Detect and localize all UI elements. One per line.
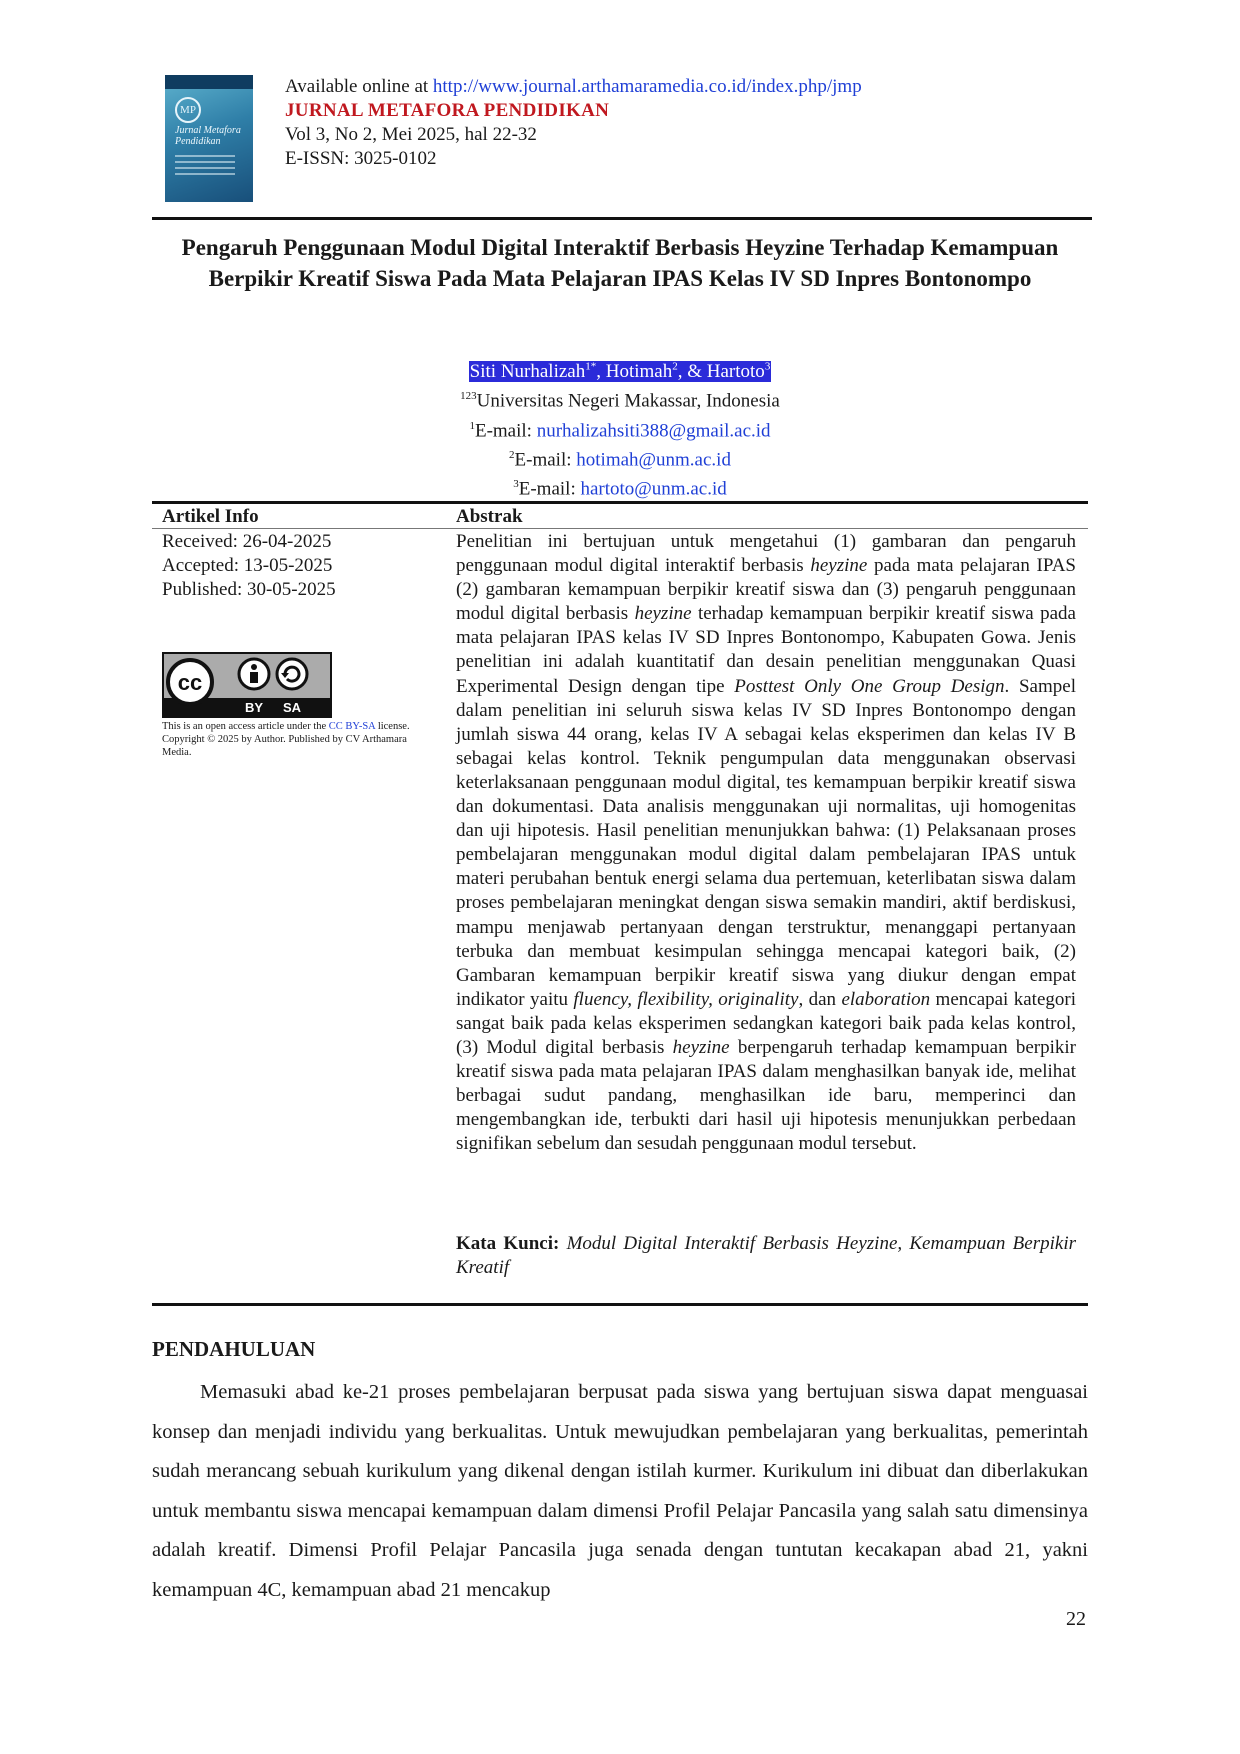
intro-paragraph: Memasuki abad ke-21 proses pembelajaran berpusat pada siswa yang bertujuan siswa dapat menguasai konsep dan menjadi individu yang berkualitas. Untuk mewujudkan pembelajaran yang berkualitas, pemerintah sudah merancang sebuah kurikulum yang dikenal dengan istilah kurmer. Kurikulum ini dibuat dan diberlakukan untuk membantu siswa mencapai kemampuan dalam dimensi Profil Pelajar Pancasila yang salah satu dimensinya adalah kreatif. Dimensi Profil Pelajar Pancasila juga senada dengan tuntutan kecakapan abad 21, yakni kemampuan 4C, kemampuan abad 21 mencakup [152, 1381, 1088, 1601]
license-link[interactable]: CC BY-SA [328, 721, 376, 732]
abstract-text [456, 530, 1076, 1156]
eissn: E-ISSN: 3025-0102 [285, 148, 437, 169]
availability-line [285, 75, 862, 99]
author-3: Hartoto [706, 361, 765, 383]
table-header-rule [152, 528, 1088, 529]
keywords-label: Kata Kunci: [456, 1233, 567, 1254]
abstract-italic-5: elaboration [841, 988, 931, 1010]
page-number: 22 [1066, 1608, 1086, 1630]
cover-top-band [165, 75, 253, 89]
journal-name: JURNAL METAFORA PENDIDIKAN [285, 100, 610, 121]
license-prefix: This is an open access article under the [162, 721, 329, 732]
journal-url-link[interactable]: http://www.journal.arthamaramedia.co.id/index.php/jmp [432, 76, 862, 97]
email-1-label: E-mail: [474, 419, 537, 441]
email-1-sup: 1 [469, 419, 475, 432]
affiliation [0, 384, 1240, 413]
license-suffix: license. Copyright © 2025 by Author. Published by CV Arthamara Media. [162, 721, 410, 758]
abstract-italic-6: heyzine [672, 1036, 730, 1058]
abstract-part-3: terhadap kemampuan berpikir kreatif siswa pada mata pelajaran IPAS kelas IV SD Inpres Bontonompo, Kabupaten Gowa. Jenis penelitian ini adalah kuantitatif dan desain penelitian menggunakan Quasi Experimental Design dengan tipe [456, 603, 1076, 697]
accepted-date: Accepted: 13-05-2025 [162, 555, 333, 576]
cc-by-label: BY [244, 700, 264, 715]
abstract-italic-2: heyzine [634, 603, 692, 625]
section-heading: PENDAHULUAN [152, 1337, 316, 1361]
author-sep-2: , & [677, 361, 707, 383]
affiliation-text: Universitas Negeri Makassar, Indonesia [476, 390, 780, 412]
availability-prefix: Available online at [285, 76, 433, 97]
author-2: Hotimah [605, 361, 673, 383]
abstract-italic-1: heyzine [810, 555, 868, 577]
abstract-part-6: mencapai kategori sangat baik pada kelas eksperimen sedangkan kategori baik pada kelas kontrol, (3) Modul digital berbasis [456, 988, 1076, 1058]
header-rule [152, 217, 1092, 220]
email-3-sup: 3 [513, 478, 519, 491]
email-3-label: E-mail: [518, 478, 581, 500]
cover-title: Jurnal Metafora Pendidikan [175, 125, 241, 147]
keywords-value: Modul Digital Interaktif Berbasis Heyzine, Kemampuan Berpikir Kreatif [456, 1233, 1076, 1278]
author-2-sup: 2 [672, 361, 678, 373]
email-2-sup: 2 [509, 448, 515, 461]
abstract-part-1: Penelitian ini bertujuan untuk mengetahui (1) gambaran dan pengaruh penggunaan modul digital interaktif berbasis [456, 531, 1076, 577]
author-1: Siti Nurhalizah [469, 361, 586, 383]
author-1-sup: 1* [585, 361, 597, 373]
abstract-part-7: berpengaruh terhadap kemampuan berpikir kreatif siswa pada mata pelajaran IPAS dalam menghasilkan banyak ide, melihat berbagai sudut pandang, menghasilkan ide baru, memperinci dan mengembangkan ide, terbukti dari hasil uji hipotesis menunjukkan perbedaan signifikan sebelum dan sesudah penggunaan modul tersebut. [456, 1036, 1076, 1155]
email-1-link[interactable]: nurhalizahsiti388@gmail.ac.id [536, 419, 771, 441]
cc-sa-label: SA [282, 700, 302, 715]
keywords [456, 1232, 1076, 1280]
abstract-italic-3: Posttest Only One Group Design [734, 675, 1005, 697]
abstract-italic-4: fluency, flexibility, originality [573, 988, 799, 1010]
table-bottom-rule [152, 1303, 1088, 1306]
cc-by-sa-badge[interactable] [162, 652, 332, 718]
abstract-part-2: pada mata pelajaran IPAS (2) gambaran kemampuan berpikir kreatif siswa dan (3) pengaruh penggunaan modul digital berbasis [456, 555, 1076, 625]
author-names[interactable] [469, 361, 772, 382]
cover-decoration [175, 155, 235, 179]
article-title: Pengaruh Penggunaan Modul Digital Interaktif Berbasis Heyzine Terhadap Kemampuan Berpikir Kreatif Siswa Pada Mata Pelajaran IPAS Kelas IV SD Inpres Bontonompo [181, 235, 1059, 291]
journal-cover-image [165, 75, 253, 202]
author-sep-1: , [596, 361, 606, 383]
email-line-1 [0, 414, 1240, 443]
article-dates [162, 530, 336, 602]
author-block [0, 355, 1240, 502]
journal-header [285, 75, 862, 171]
email-line-3 [0, 472, 1240, 501]
email-2-link[interactable]: hotimah@unm.ac.id [576, 449, 731, 471]
abstract-part-5: , dan [798, 988, 842, 1010]
abstract-heading: Abstrak [456, 506, 523, 527]
svg-text:cc: cc [177, 670, 203, 695]
author-3-sup: 3 [764, 361, 771, 373]
received-date: Received: 26-04-2025 [162, 531, 332, 552]
email-2-label: E-mail: [514, 449, 577, 471]
table-top-rule [152, 501, 1088, 504]
email-line-2 [0, 443, 1240, 472]
volume-info: Vol 3, No 2, Mei 2025, hal 22-32 [285, 124, 537, 145]
published-date: Published: 30-05-2025 [162, 579, 336, 600]
abstract-part-4: . Sampel dalam penelitian ini seluruh siswa kelas IV SD Inpres Bontonompo dengan jumlah siswa 44 orang, kelas IV A sebagai kelas eksperimen dan kelas IV B sebagai kelas kontrol. Teknik pengumpulan data menggunakan observasi keterlaksanaan penggunaan modul digital, tes kemampuan berpikir kreatif siswa dan dokumentasi. Data analisis menggunakan uji normalitas, uji homogenitas dan uji hipotesis. Hasil penelitian menunjukkan bahwa: (1) Pelaksanaan proses pembelajaran menggunakan modul digital dalam pembelajaran IPAS untuk materi perubahan bentuk energi selama dua pertemuan, keterlibatan siswa dalam proses pembelajaran meningkat dengan siswa semakin mandiri, aktif berdiskusi, mampu menjawab pertanyaan dengan terstruktur, menanggapi pertanyaan terbuka dan membuat kesimpulan sehingga mencapai kategori baik, (2) Gambaran kemampuan berpikir kreatif siswa yang diukur dengan empat indikator yaitu [456, 675, 1076, 1010]
email-3-link[interactable]: hartoto@unm.ac.id [580, 478, 727, 500]
article-info-heading: Artikel Info [162, 506, 259, 527]
sa-share-icon [277, 659, 307, 689]
license-notice [162, 720, 422, 759]
cover-logo: MP [175, 97, 201, 123]
affiliation-sup: 123 [460, 390, 477, 403]
